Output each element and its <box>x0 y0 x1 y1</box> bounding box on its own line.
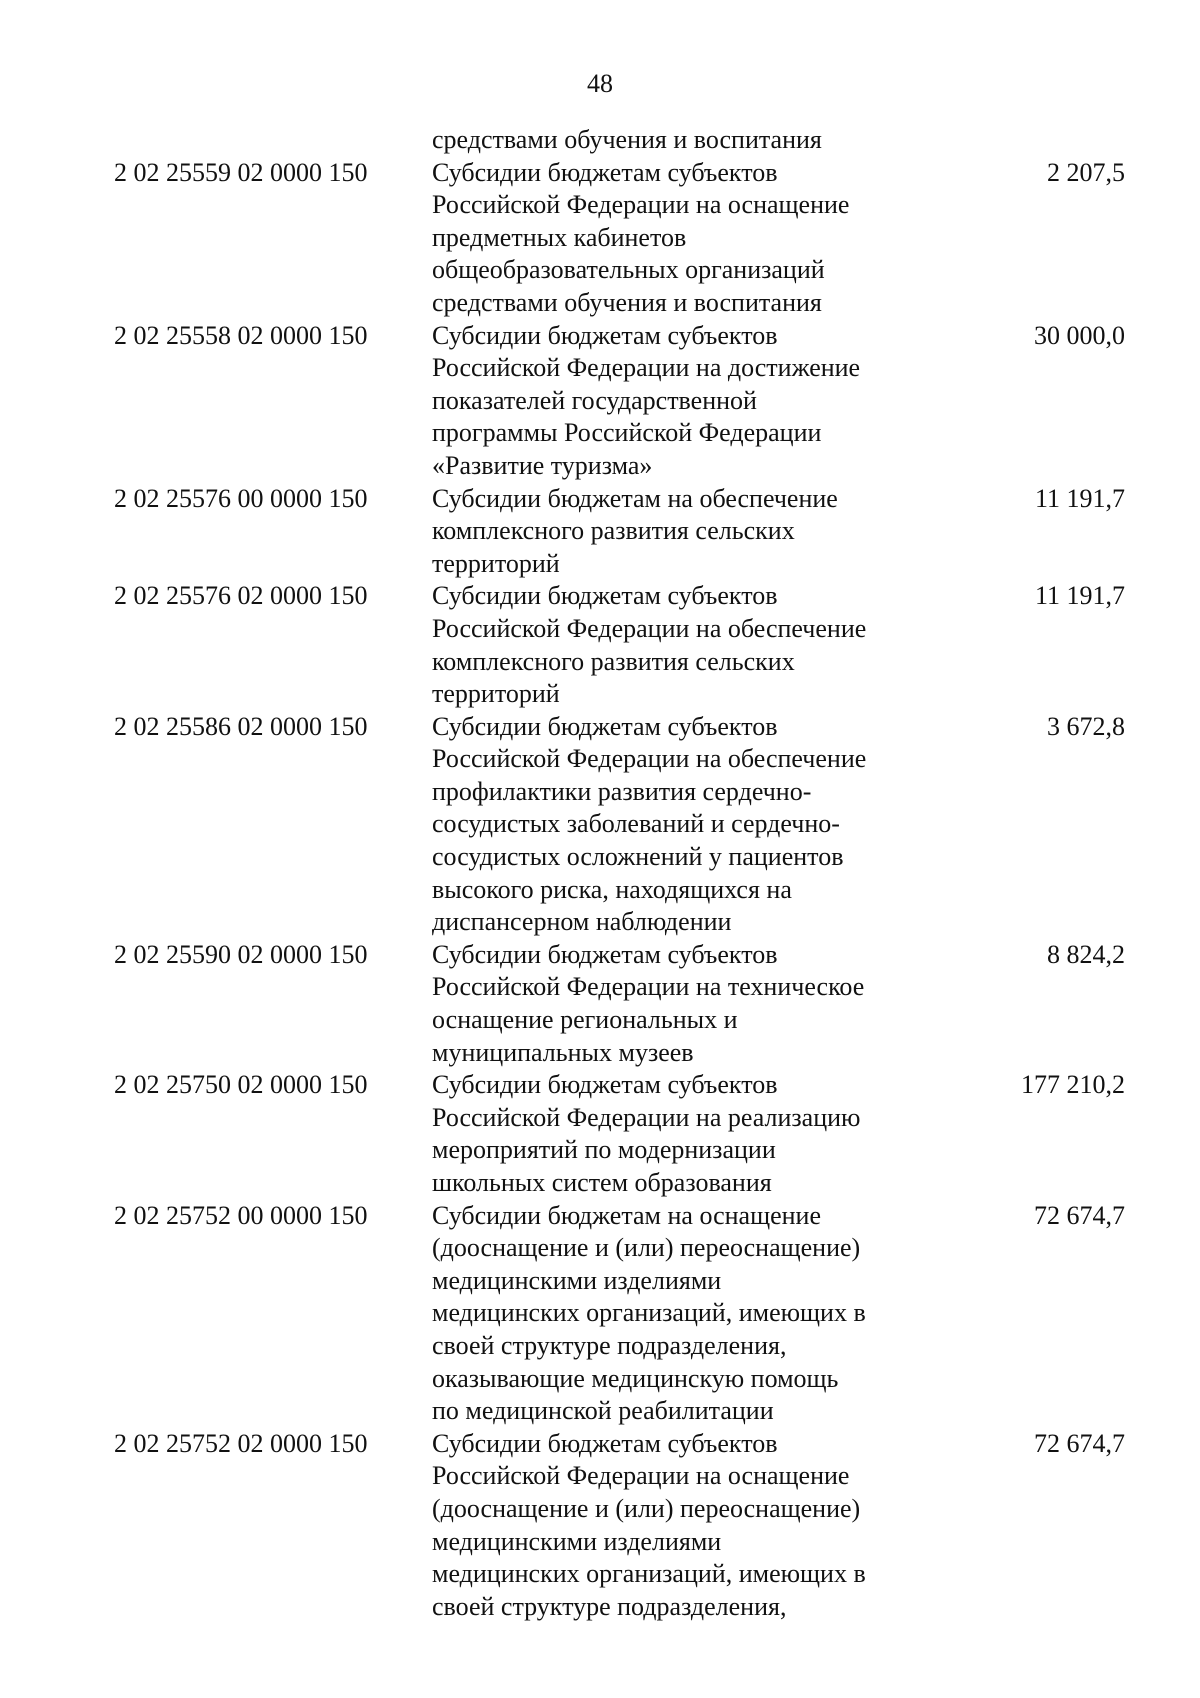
row-description <box>432 320 912 483</box>
description-line: территорий <box>432 679 560 709</box>
amount: 177 210,2 <box>1021 1070 1125 1100</box>
description-line: оказывающие медицинскую помощь <box>432 1363 839 1393</box>
description-line: школьных систем образования <box>432 1168 772 1197</box>
row-description <box>432 1200 912 1428</box>
description-line: Субсидии бюджетам субъектов <box>432 157 778 187</box>
description-line: средствами обучения и воспитания <box>432 125 822 154</box>
budget-code: 2 02 25558 02 0000 150 <box>114 320 368 350</box>
description-line: Субсидии бюджетам субъектов <box>432 1070 778 1100</box>
table-row <box>0 1428 1200 1624</box>
row-description <box>432 1428 912 1624</box>
description-line: Российской Федерации на оснащение <box>432 1461 850 1491</box>
description-line: «Развитие туризма» <box>432 450 653 480</box>
description-line: средствами обучения и воспитания <box>432 287 822 317</box>
description-line: Субсидии бюджетам субъектов <box>432 581 778 611</box>
page-number: 48 <box>587 69 613 98</box>
description-line: Российской Федерации на достижение <box>432 353 861 383</box>
budget-code: 2 02 25750 02 0000 150 <box>114 1070 368 1100</box>
table-row <box>0 580 1200 710</box>
description-line: медицинскими изделиями <box>432 1526 722 1556</box>
table-row <box>0 320 1200 483</box>
description-line: Субсидии бюджетам на оснащение <box>432 1200 822 1230</box>
description-line: мероприятий по модернизации <box>432 1135 776 1165</box>
table-row <box>0 939 1200 1069</box>
row-description <box>432 711 912 939</box>
description-line: территорий <box>432 548 560 578</box>
description-line: диспансерном наблюдении <box>432 907 732 937</box>
description-line: комплексного развития сельских <box>432 516 795 546</box>
row-description <box>432 580 912 710</box>
budget-code: 2 02 25590 02 0000 150 <box>114 939 368 969</box>
description-line: показателей государственной <box>432 385 757 415</box>
description-line: программы Российской Федерации <box>432 418 822 448</box>
description-line: муниципальных музеев <box>432 1037 694 1067</box>
description-line: Российской Федерации на обеспечение <box>432 744 867 774</box>
description-line: комплексного развития сельских <box>432 646 795 676</box>
table-row <box>0 483 1200 581</box>
table-row <box>0 1200 1200 1428</box>
budget-code: 2 02 25752 00 0000 150 <box>114 1200 368 1230</box>
budget-code: 2 02 25576 00 0000 150 <box>114 483 368 513</box>
row-description <box>432 157 912 320</box>
description-line: медицинских организаций, имеющих в <box>432 1559 866 1589</box>
budget-code: 2 02 25586 02 0000 150 <box>114 711 368 741</box>
description-line: Субсидии бюджетам субъектов <box>432 939 778 969</box>
amount: 72 674,7 <box>1034 1200 1125 1230</box>
amount: 8 824,2 <box>1047 939 1125 969</box>
description-line: оснащение региональных и <box>432 1005 738 1035</box>
description-line: общеобразовательных организаций <box>432 255 825 285</box>
budget-table <box>0 124 1200 1623</box>
description-line: медицинскими изделиями <box>432 1265 722 1295</box>
description-line: по медицинской реабилитации <box>432 1396 774 1426</box>
description-line: Субсидии бюджетам субъектов <box>432 711 778 741</box>
description-line: своей структуре подразделения, <box>432 1330 787 1360</box>
description-line: Российской Федерации на реализацию <box>432 1102 861 1132</box>
description-line: профилактики развития сердечно- <box>432 776 812 806</box>
budget-code: 2 02 25559 02 0000 150 <box>114 157 368 187</box>
row-description <box>432 124 912 157</box>
description-line: Российской Федерации на обеспечение <box>432 613 867 643</box>
amount: 30 000,0 <box>1034 320 1125 350</box>
budget-code: 2 02 25752 02 0000 150 <box>114 1428 368 1458</box>
amount: 72 674,7 <box>1034 1428 1125 1458</box>
amount: 2 207,5 <box>1047 157 1125 187</box>
table-row <box>0 711 1200 939</box>
description-line: высокого риска, находящихся на <box>432 874 792 904</box>
description-line: (дооснащение и (или) переоснащение) <box>432 1233 861 1263</box>
row-description <box>432 483 912 581</box>
table-row <box>0 157 1200 320</box>
continuation-row <box>0 124 1200 157</box>
description-line: Российской Федерации на техническое <box>432 972 865 1002</box>
amount: 11 191,7 <box>1034 581 1125 611</box>
amount: 3 672,8 <box>1047 711 1125 741</box>
description-line: Субсидии бюджетам субъектов <box>432 320 778 350</box>
table-row <box>0 1069 1200 1199</box>
row-description <box>432 1069 912 1199</box>
description-line: предметных кабинетов <box>432 222 687 252</box>
description-line: Российской Федерации на оснащение <box>432 190 850 220</box>
description-line: сосудистых заболеваний и сердечно- <box>432 809 840 839</box>
description-line: Субсидии бюджетам на обеспечение <box>432 483 838 513</box>
budget-code: 2 02 25576 02 0000 150 <box>114 581 368 611</box>
amount: 11 191,7 <box>1034 483 1125 513</box>
description-line: медицинских организаций, имеющих в <box>432 1298 866 1328</box>
row-description <box>432 939 912 1069</box>
description-line: сосудистых осложнений у пациентов <box>432 842 844 872</box>
description-line: Субсидии бюджетам субъектов <box>432 1428 778 1458</box>
description-line: своей структуре подразделения, <box>432 1591 787 1621</box>
description-line: (дооснащение и (или) переоснащение) <box>432 1493 861 1523</box>
